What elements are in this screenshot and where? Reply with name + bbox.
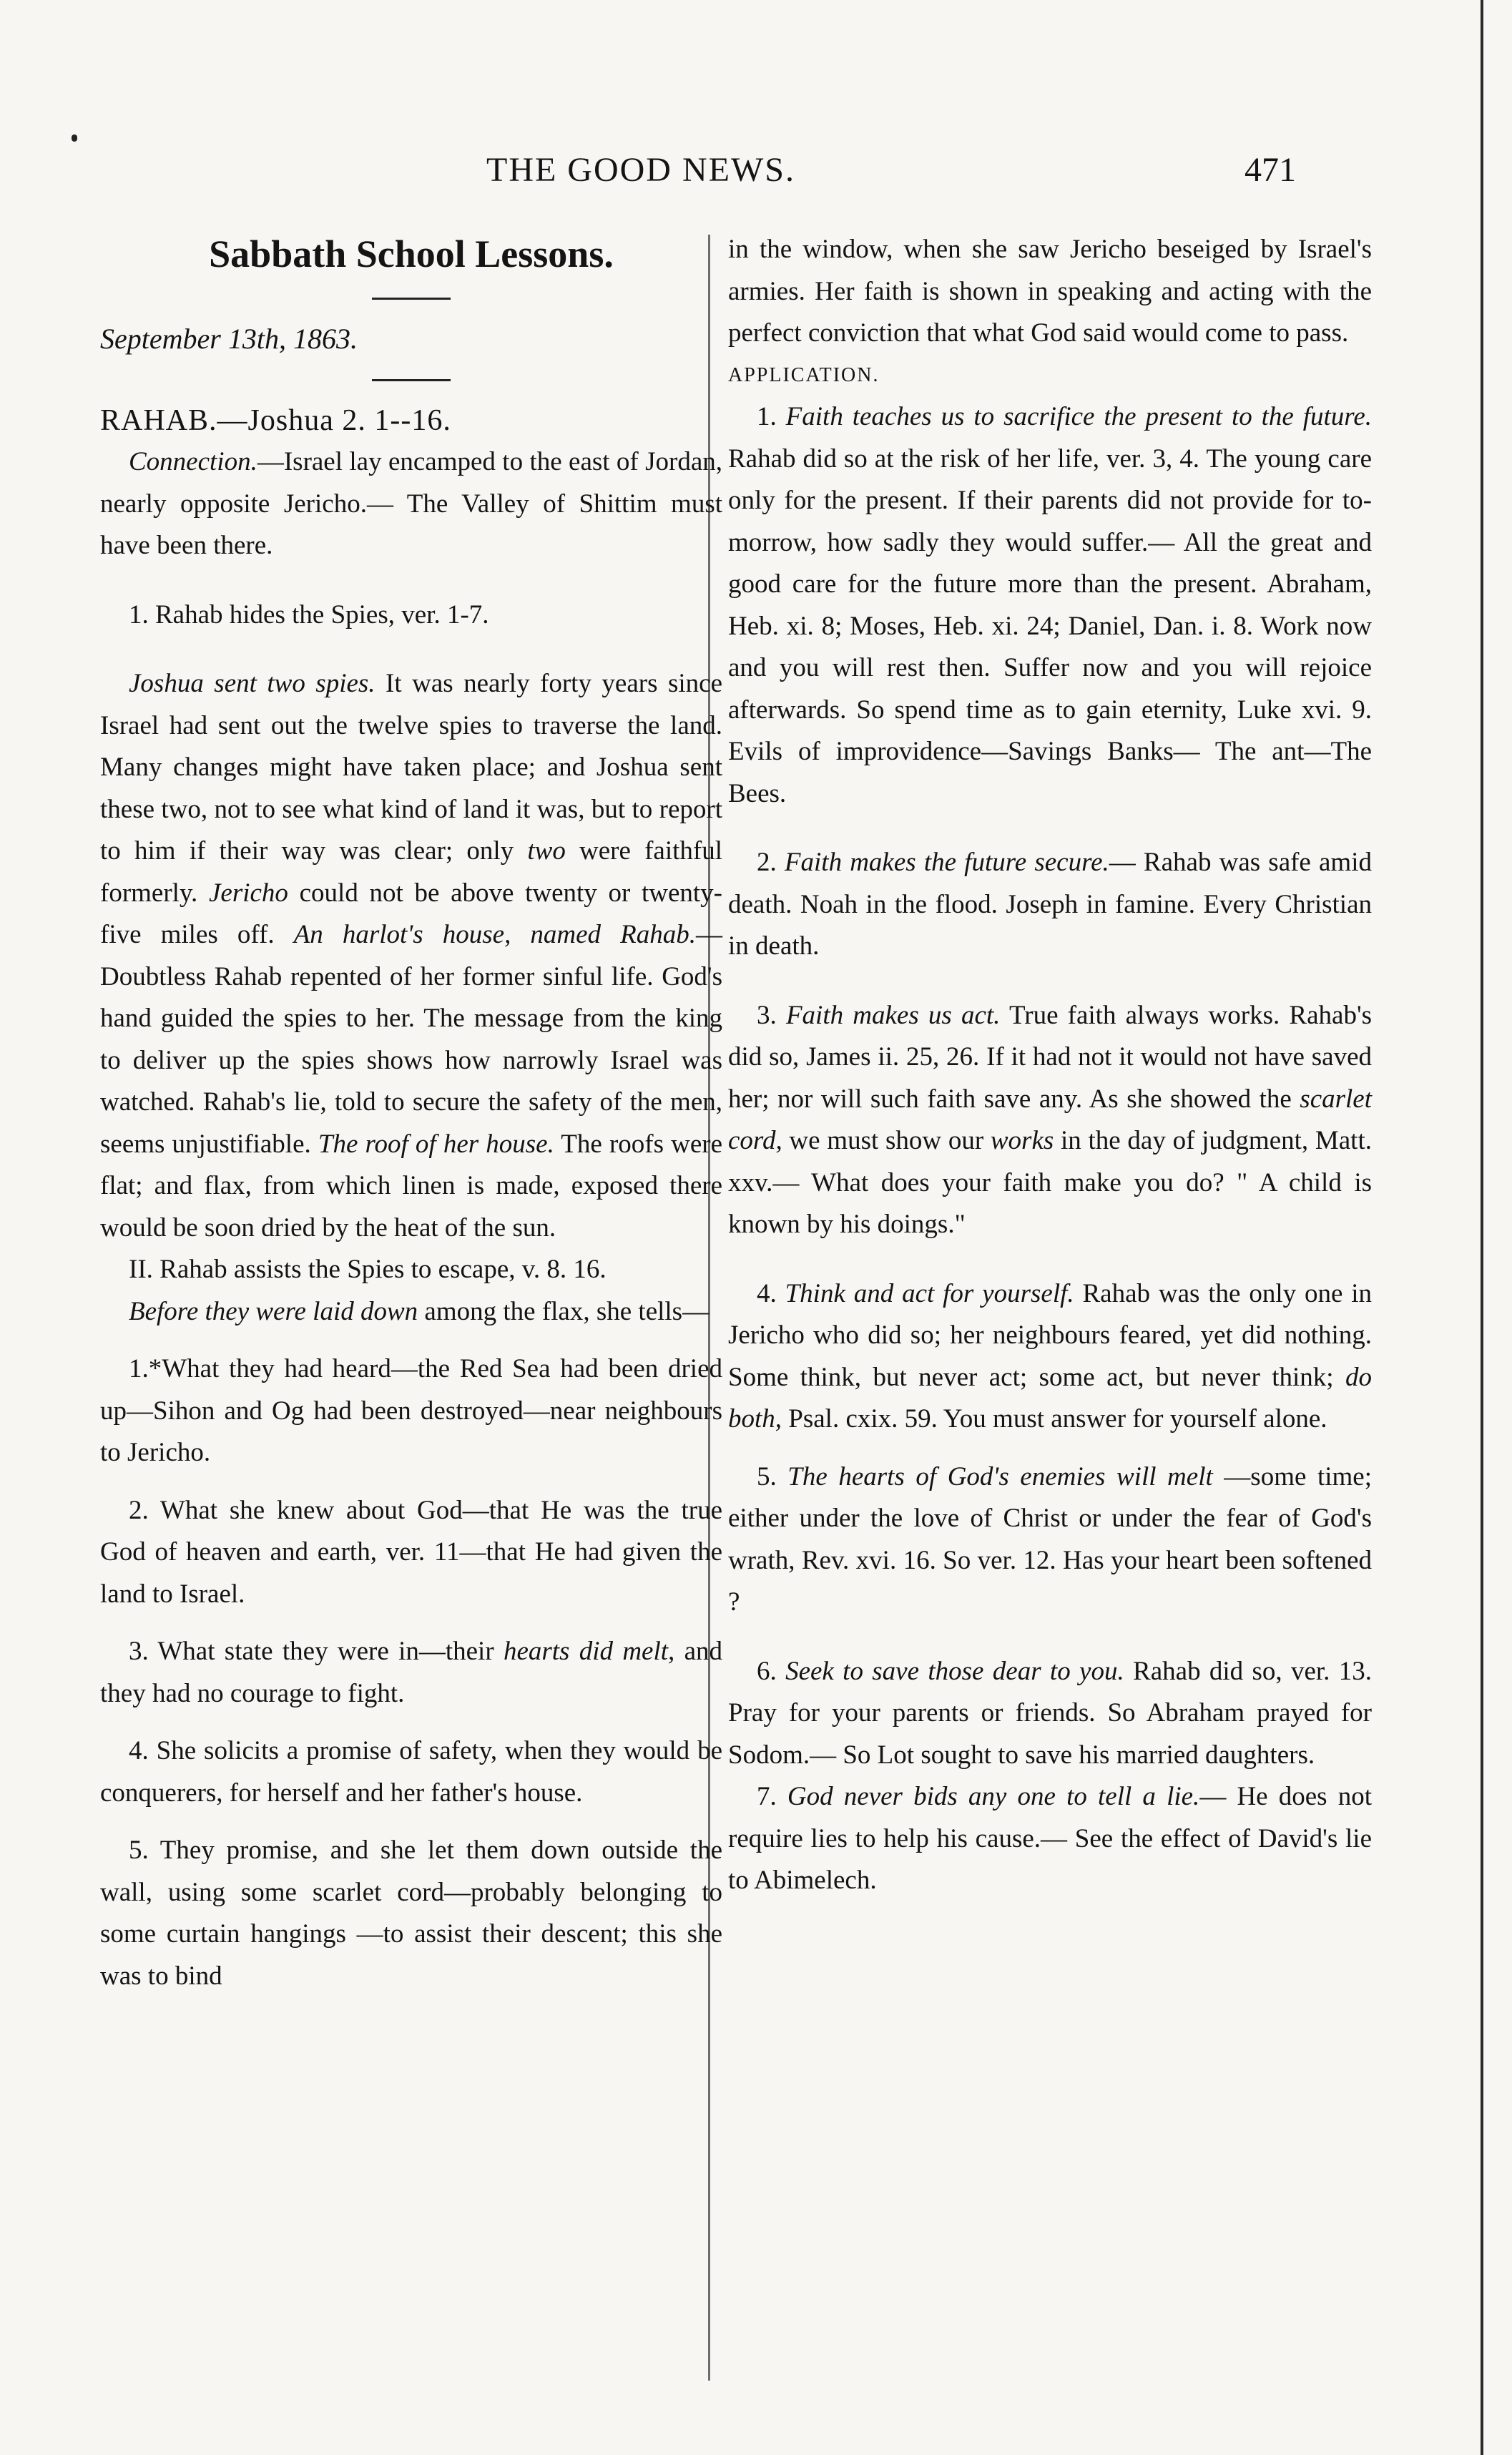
page-number: 471 bbox=[1245, 151, 1296, 189]
list-item-4: 4. She solicits a promise of safety, when they would be conquerers, for herself and her father's house. bbox=[100, 1736, 722, 1808]
point-title: Faith teaches us to sacrifice the present to the future. bbox=[785, 402, 1372, 431]
point-text: Rahab did so at the risk of her life, ver. 3, 4. The young care only for the present. If their parents did not provide for to-morrow, how sadly they would suffer.— All the great and good care for the future more than the present. Abraham, Heb. xi. 8; Moses, Heb. xi. 24; Daniel, Dan. i. 8. Work now and you will rest then. Suffer now and you will rejoice afterwards. So spend time as to gain eternity, Luke xvi. 9. Evils of improvidence—Savings Banks— The ant—The Bees. bbox=[728, 444, 1372, 808]
point-text: True faith always works. Rahab's did so, James ii. 25, 26. If it had not it would not have saved her; nor will such faith save any. As she showed the bbox=[728, 1000, 1373, 1114]
application-point-4 bbox=[728, 1273, 1372, 1441]
application-point-7 bbox=[728, 1776, 1372, 1902]
point-title: Think and act for yourself. bbox=[785, 1278, 1074, 1308]
p1-text: It was nearly forty years since Israel had sent out the twelve spies to traverse the land. Many changes might have taken place; and Joshua sent these two, not to see what kind of land it was, but to report to him if their way was clear; only bbox=[100, 669, 722, 866]
p2-label: Before they were laid down bbox=[129, 1296, 418, 1326]
list-item-1: 1.*What they had heard—the Red Sea had been dried up—Sihon and Og had been destroyed—near neighbours to Jericho. bbox=[100, 1354, 722, 1467]
p1-text: were faithful formerly. bbox=[100, 836, 722, 908]
page-header bbox=[0, 143, 1512, 200]
short-rule bbox=[372, 379, 451, 381]
point-title: Seek to save those dear to you. bbox=[785, 1656, 1124, 1686]
point-text: in the day of judgment, Matt. xxv.— What does your faith make you do? " A child is known by his doings." bbox=[728, 1126, 1372, 1239]
point-title: Faith makes the future secure. bbox=[784, 848, 1109, 877]
application-point-2 bbox=[728, 842, 1372, 968]
list-item-2: 2. What she knew about God—that He was the true God of heaven and earth, ver. 11—that He had given the land to Israel. bbox=[100, 1495, 722, 1609]
ink-speck bbox=[72, 134, 77, 142]
connection-label: Connection. bbox=[129, 447, 257, 476]
p1-em: Jericho bbox=[208, 878, 288, 908]
continuation-paragraph: in the window, when she saw Jericho beseiged by Israel's armies. Her faith is shown in speaking and acting with the perfect conviction that what God said would come to pass. bbox=[728, 235, 1372, 348]
lesson-title: RAHAB.—Joshua 2. 1--16. bbox=[100, 403, 451, 437]
right-column bbox=[728, 229, 1372, 1902]
point-title: Faith makes us act. bbox=[785, 1000, 1001, 1030]
point-text: — Rahab was safe amid death. Noah in the flood. Joseph in famine. Every Christian in death. bbox=[728, 848, 1372, 961]
p1-em: The roof of her house. bbox=[318, 1129, 554, 1159]
point-em: works bbox=[990, 1126, 1054, 1155]
p1-em: An harlot's house, named Rahab. bbox=[293, 920, 696, 949]
application-point-6 bbox=[728, 1651, 1372, 1777]
list-item-3 bbox=[100, 1631, 722, 1715]
point-text: Rahab did so, ver. 13. Pray for your parents or friends. So Abraham prayed for Sodom.— So Lot sought to save his married daughters. bbox=[728, 1656, 1373, 1770]
heading-2: II. Rahab assists the Spies to escape, v. 8. 16. bbox=[129, 1255, 607, 1284]
application-heading: APPLICATION. bbox=[728, 363, 880, 386]
connection-paragraph bbox=[100, 441, 722, 567]
point-number: 6. bbox=[757, 1656, 786, 1686]
p1-text: — Doubtless Rahab repented of her former sinful life. God's hand guided the spies to her. The message from the king to deliver up the spies shows how narrowly Israel was watched. Rahab's lie, told to secure the safety of the men, seems unjustifiable. bbox=[100, 920, 722, 1159]
section-title: Sabbath School Lessons. bbox=[209, 232, 614, 275]
paragraph-2 bbox=[100, 1291, 722, 1333]
item-3-text: and they had no courage to fight. bbox=[100, 1637, 722, 1708]
p2-text: among the flax, she tells— bbox=[418, 1296, 710, 1326]
item-3-em: hearts did melt, bbox=[503, 1637, 675, 1666]
paragraph-1 bbox=[100, 663, 722, 1249]
p1-em: two bbox=[527, 836, 566, 866]
point-number: 7. bbox=[757, 1782, 787, 1811]
list-item-5: 5. They promise, and she let them down outside the wall, using some scarlet cord—probably belonging to some curtain hangings —to assist their descent; this she was to bind bbox=[100, 1836, 722, 1991]
short-rule bbox=[372, 298, 451, 300]
application-point-5 bbox=[728, 1456, 1372, 1624]
point-em: scarlet cord, bbox=[728, 1084, 1372, 1155]
heading-1: 1. Rahab hides the Spies, ver. 1-7. bbox=[129, 599, 489, 629]
lesson-date: September 13th, 1863. bbox=[100, 323, 358, 355]
point-number: 3. bbox=[757, 1000, 786, 1030]
point-text: Rahab was the only one in Jericho who did so; her neighbours feared, yet did nothing. Some think, but never act; some act, but never think; bbox=[728, 1278, 1373, 1392]
point-text: — He does not require lies to help his cause.— See the effect of David's lie to Abimelech. bbox=[728, 1782, 1373, 1895]
point-number: 1. bbox=[757, 402, 786, 431]
point-number: 2. bbox=[757, 848, 785, 877]
point-title: The hearts of God's enemies will melt bbox=[787, 1461, 1213, 1491]
point-text: Psal. cxix. 59. You must answer for yourself alone. bbox=[782, 1404, 1327, 1434]
point-number: 4. bbox=[757, 1278, 785, 1308]
point-title: God never bids any one to tell a lie. bbox=[787, 1782, 1200, 1811]
application-point-1 bbox=[728, 396, 1372, 815]
point-number: 5. bbox=[757, 1461, 788, 1491]
point-text: we must show our bbox=[782, 1126, 991, 1155]
page-edge-shadow bbox=[1481, 0, 1483, 2455]
p1-text: could not be above twenty or twenty-five miles off. bbox=[100, 878, 723, 949]
point-em: do both, bbox=[728, 1362, 1372, 1434]
left-column bbox=[100, 229, 722, 1997]
point-text: —some time; either under the love of Christ or under the fear of God's wrath, Rev. xvi. 16. So ver. 12. Has your heart been softened ? bbox=[728, 1461, 1372, 1617]
p1-text: The roofs were flat; and flax, from which linen is made, exposed there would be soon dried by the heat of the sun. bbox=[100, 1129, 723, 1243]
running-head: THE GOOD NEWS. bbox=[486, 151, 795, 189]
application-point-3 bbox=[728, 995, 1372, 1246]
p1-label: Joshua sent two spies. bbox=[129, 669, 375, 698]
item-3-text: 3. What state they were in—their bbox=[129, 1637, 504, 1666]
connection-text: —Israel lay encamped to the east of Jordan, nearly opposite Jericho.— The Valley of Shittim must have been there. bbox=[100, 447, 722, 560]
